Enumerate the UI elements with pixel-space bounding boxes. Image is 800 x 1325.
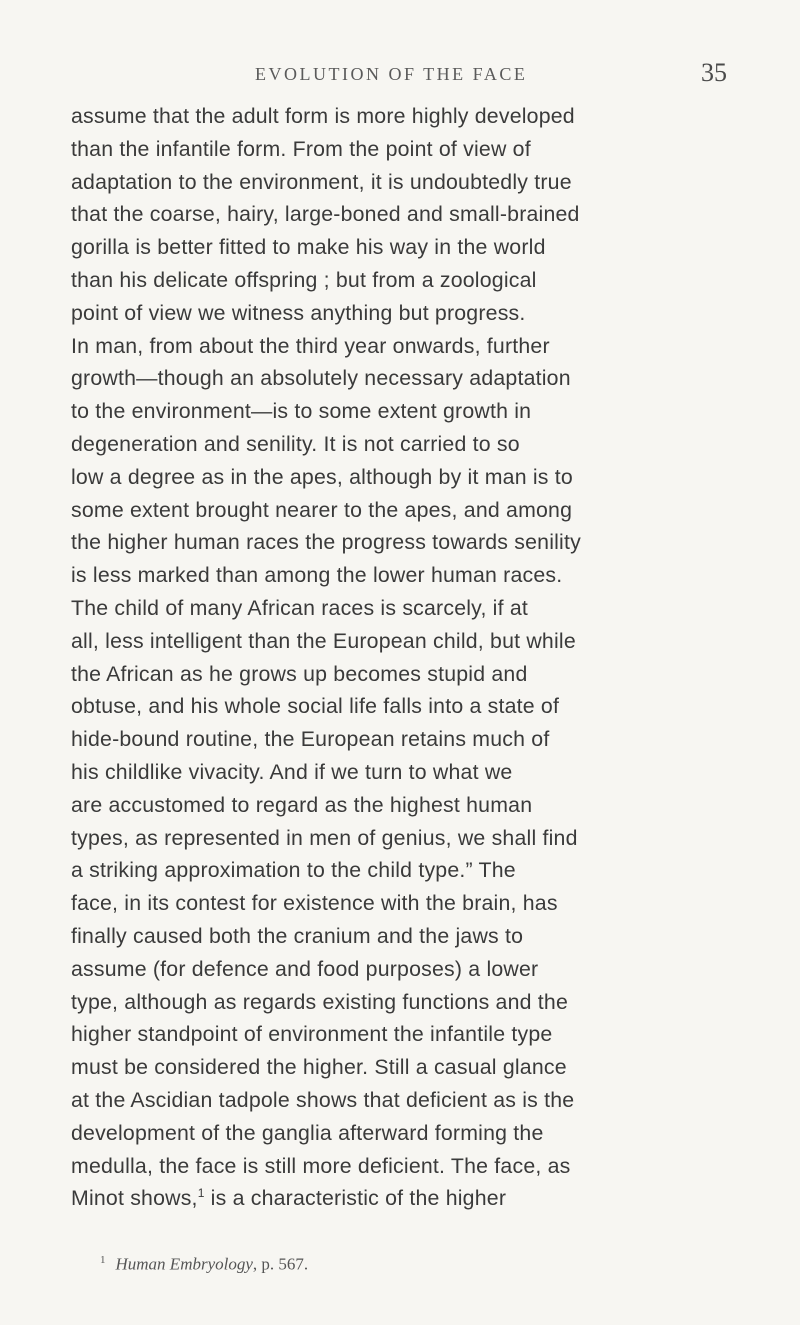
text-line: some extent brought nearer to the apes, and among [71,497,573,522]
running-title: EVOLUTION OF THE FACE [255,64,528,84]
text-line: face, in its contest for existence with the brain, has [71,891,558,916]
text-line: the African as he grows up becomes stupid and [71,661,528,686]
text-line: The child of many African races is scarcely, if at [71,595,529,620]
text-line: the higher human races the progress towards senility [71,530,581,555]
text-fragment: Minot shows, [71,1186,198,1211]
text-line: gorilla is better fitted to make his way in the world [71,235,546,260]
text-line: development of the ganglia afterward forming the [71,1120,544,1145]
text-line: In man, from about the third year onwards, further [71,333,550,358]
text-line: finally caused both the cranium and the jaws to [71,923,524,948]
text-line: type, although as regards existing functions and the [71,989,568,1014]
text-line: that the coarse, hairy, large-boned and small-brained [71,202,580,227]
text-line: types, as represented in men of genius, we shall find [71,825,578,850]
footnote-marker: 1 [100,1254,106,1266]
text-fragment: is a characteristic of the higher [204,1186,507,1211]
text-line: his childlike vivacity. And if we turn to what we [71,759,513,784]
footnote-title: Human Embryology [115,1254,253,1274]
body-text [71,100,741,1215]
text-line: must be considered the higher. Still a casual glance [71,1055,567,1080]
text-line: is less marked than among the lower human races. [71,563,563,588]
page-number: 35 [701,58,727,87]
text-line: to the environment—is to some extent growth in [71,399,532,424]
text-line: higher standpoint of environment the infantile type [71,1022,553,1047]
text-line: hide-bound routine, the European retains much of [71,727,550,752]
running-head [0,60,800,96]
text-line: degeneration and senility. It is not carried to so [71,431,520,456]
text-line: than his delicate offspring ; but from a zoological [71,267,537,292]
footnote [100,1254,740,1275]
text-line: assume that the adult form is more highly developed [71,104,575,128]
text-line: medulla, the face is still more deficient. The face, as [71,1153,571,1178]
text-line: adaptation to the environment, it is undoubtedly true [71,169,572,194]
text-line-with-note [71,1182,741,1215]
text-line: at the Ascidian tadpole shows that deficient as is the [71,1087,575,1112]
text-line: all, less intelligent than the European child, but while [71,628,576,653]
footnote-reference: 1 [197,1186,205,1201]
footnote-reference-text: , p. 567. [252,1254,309,1274]
text-line: assume (for defence and food purposes) a lower [71,956,539,981]
text-line: a striking approximation to the child type.” The [71,858,516,883]
text-line: point of view we witness anything but progress. [71,300,526,325]
text-line: low a degree as in the apes, although by it man is to [71,464,573,489]
text-line: than the infantile form. From the point of view of [71,136,531,161]
text-line: are accustomed to regard as the highest human [71,792,533,817]
text-line: obtuse, and his whole social life falls into a state of [71,694,560,719]
text-line: growth—though an absolutely necessary adaptation [71,366,571,391]
